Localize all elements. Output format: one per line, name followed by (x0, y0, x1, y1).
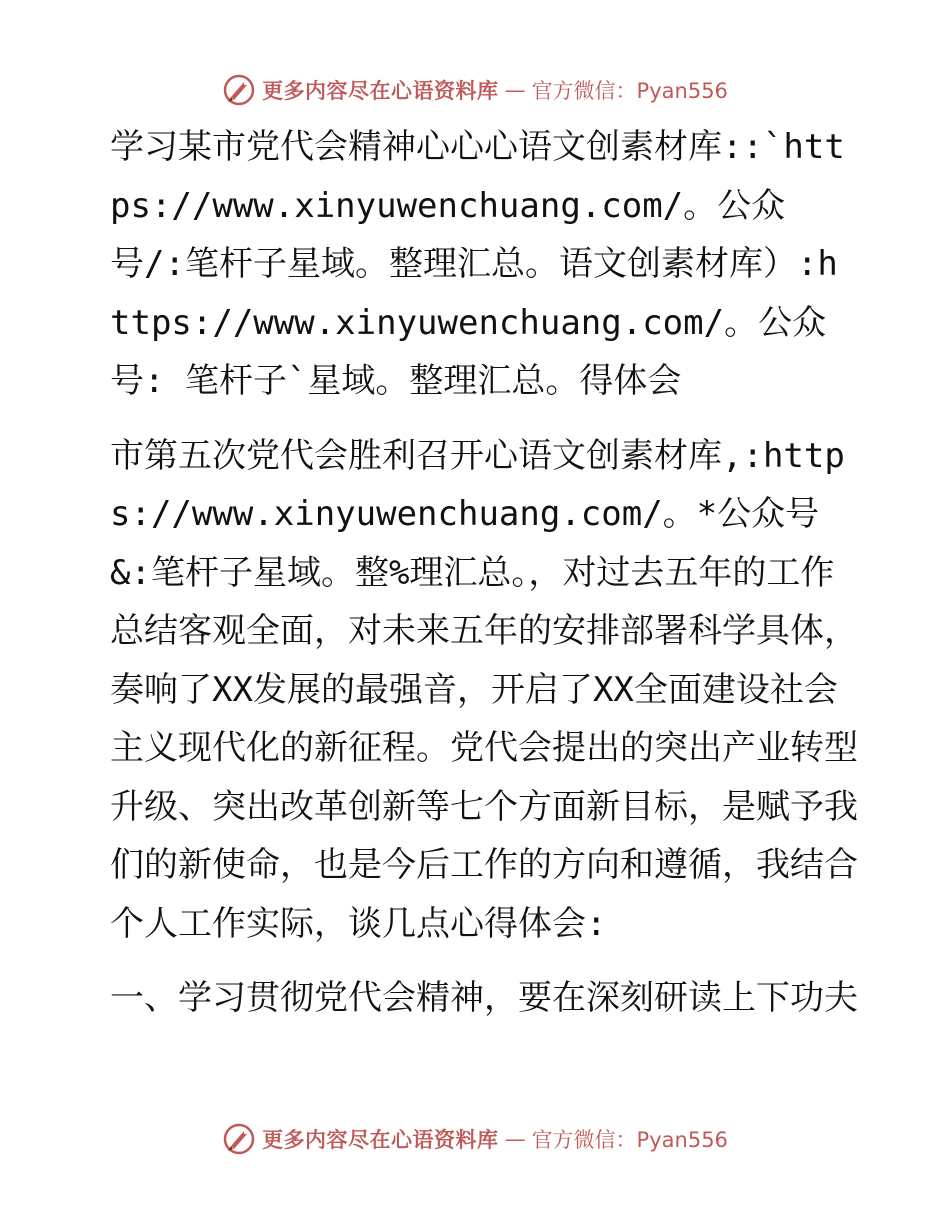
footer-banner (0, 1117, 950, 1161)
paragraph-intro: 学习某市党代会精神心心心语文创素材库::`https://www.xinyuwenchuang.com/。公众号/:笔杆子星域。整理汇总。语文创素材库）:https://www.xinyuwenchuang.com/。公众号: 笔杆子`星域。整理汇总。得体会 (110, 127, 845, 401)
document-body (98, 118, 858, 1028)
pen-nib-logo-icon (222, 1122, 256, 1156)
banner-wechat: 官方微信：Pyan556 (531, 1128, 728, 1152)
section-heading: 一、学习贯彻党代会精神，要在深刻研读上下功夫 (110, 978, 858, 1018)
pen-nib-logo-icon (222, 73, 256, 107)
banner-wechat: 官方微信：Pyan556 (531, 79, 728, 103)
banner-separator: — (504, 78, 526, 102)
banner-text: 更多内容尽在心语资料库 (262, 1127, 499, 1152)
paragraph-main: 市第五次党代会胜利召开心语文创素材库,:https://www.xinyuwenchuang.com/。*公众号&:笔杆子星域。整%理汇总。，对过去五年的工作总结客观全面，对未来五年的安排部署科学具体，奏响了XX发展的最强音，开启了XX全面建设社会主义现代化的新征程。党代会提出的突出产业转型升级、突出改革创新等七个方面新目标，是赋予我们的新使命，也是今后工作的方向和遵循，我结合个人工作实际，谈几点心得体会: (110, 435, 858, 944)
header-banner (0, 68, 950, 112)
banner-text: 更多内容尽在心语资料库 (262, 78, 499, 103)
banner-separator: — (504, 1127, 526, 1151)
